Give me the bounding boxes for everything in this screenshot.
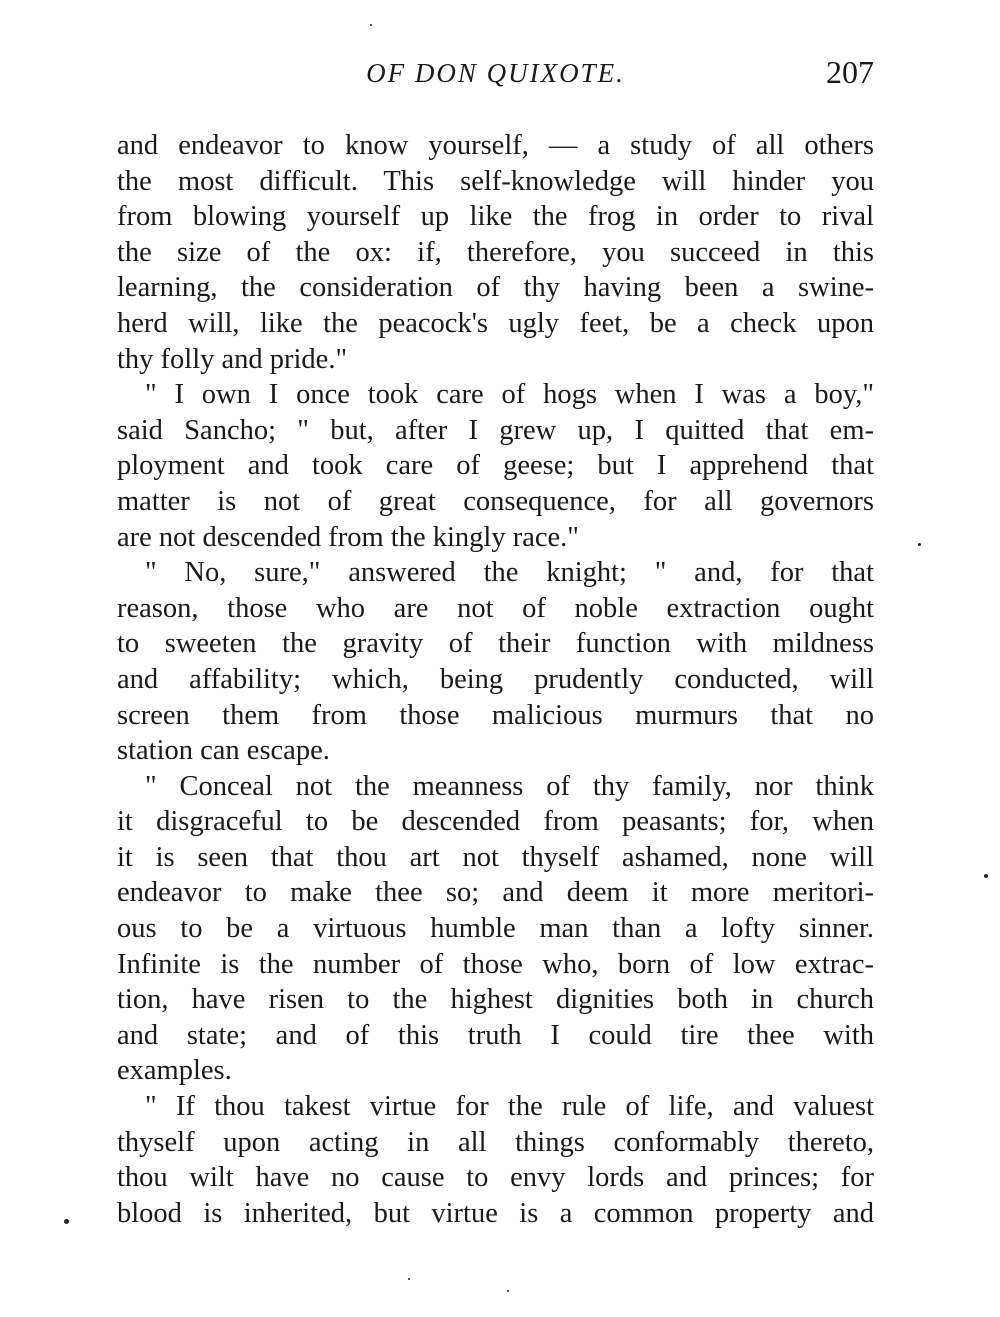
running-title: OF DON QUIXOTE. bbox=[366, 58, 625, 88]
text-line: matter is not of great consequence, for all governors bbox=[117, 485, 874, 517]
text-line: Infinite is the number of those who, born of low extrac- bbox=[117, 948, 874, 980]
text-line: it disgraceful to be descended from peasants; for, when bbox=[117, 806, 874, 838]
scan-speck bbox=[984, 874, 988, 878]
text-line: thou wilt have no cause to envy lords and princes; for bbox=[117, 1162, 874, 1194]
text-line: station can escape. bbox=[117, 735, 330, 767]
text-line: and affability; which, being prudently conducted, will bbox=[117, 663, 874, 695]
text-line: ous to be a virtuous humble man than a lofty sinner. bbox=[117, 913, 874, 945]
scan-speck bbox=[408, 1278, 410, 1280]
text-line: ployment and took care of geese; but I apprehend that bbox=[117, 450, 874, 482]
text-line: " If thou takest virtue for the rule of life, and valuest bbox=[145, 1091, 874, 1123]
text-line: are not descended from the kingly race." bbox=[117, 521, 579, 553]
page-number: 207 bbox=[826, 54, 874, 90]
text-line: the size of the ox: if, therefore, you succeed in this bbox=[117, 236, 874, 268]
text-line: learning, the consideration of thy having been a swine- bbox=[117, 272, 874, 304]
text-line: to sweeten the gravity of their function with mildness bbox=[117, 628, 874, 660]
text-line: screen them from those malicious murmurs that no bbox=[117, 699, 874, 731]
scan-speck bbox=[918, 543, 921, 546]
text-line: " I own I once took care of hogs when I was a boy," bbox=[145, 379, 874, 411]
text-line: and state; and of this truth I could tire thee with bbox=[117, 1019, 874, 1051]
scan-speck bbox=[64, 1219, 69, 1224]
body-text bbox=[117, 128, 874, 1231]
text-line: from blowing yourself up like the frog in order to rival bbox=[117, 201, 874, 233]
scan-speck bbox=[507, 1290, 509, 1292]
text-line: " No, sure," answered the knight; " and, for that bbox=[145, 557, 874, 589]
text-line: tion, have risen to the highest dignities both in church bbox=[117, 984, 874, 1016]
text-line: herd will, like the peacock's ugly feet, be a check upon bbox=[117, 307, 874, 339]
text-line: examples. bbox=[117, 1055, 232, 1087]
text-line: thy folly and pride." bbox=[117, 343, 348, 375]
scan-speck bbox=[370, 24, 372, 26]
text-line: thyself upon acting in all things conformably thereto, bbox=[117, 1126, 874, 1158]
running-head bbox=[117, 54, 874, 98]
text-line: and endeavor to know yourself, — a study of all others bbox=[117, 130, 874, 161]
text-line: it is seen that thou art not thyself ashamed, none will bbox=[117, 841, 874, 873]
text-line: the most difficult. This self-knowledge will hinder you bbox=[117, 165, 874, 197]
text-line: " Conceal not the meanness of thy family, nor think bbox=[145, 770, 874, 802]
text-line: said Sancho; " but, after I grew up, I quitted that em- bbox=[117, 414, 874, 446]
text-line: blood is inherited, but virtue is a common property and bbox=[117, 1197, 874, 1229]
text-line: reason, those who are not of noble extraction ought bbox=[117, 592, 874, 624]
text-line: endeavor to make thee so; and deem it more meritori- bbox=[117, 877, 874, 909]
